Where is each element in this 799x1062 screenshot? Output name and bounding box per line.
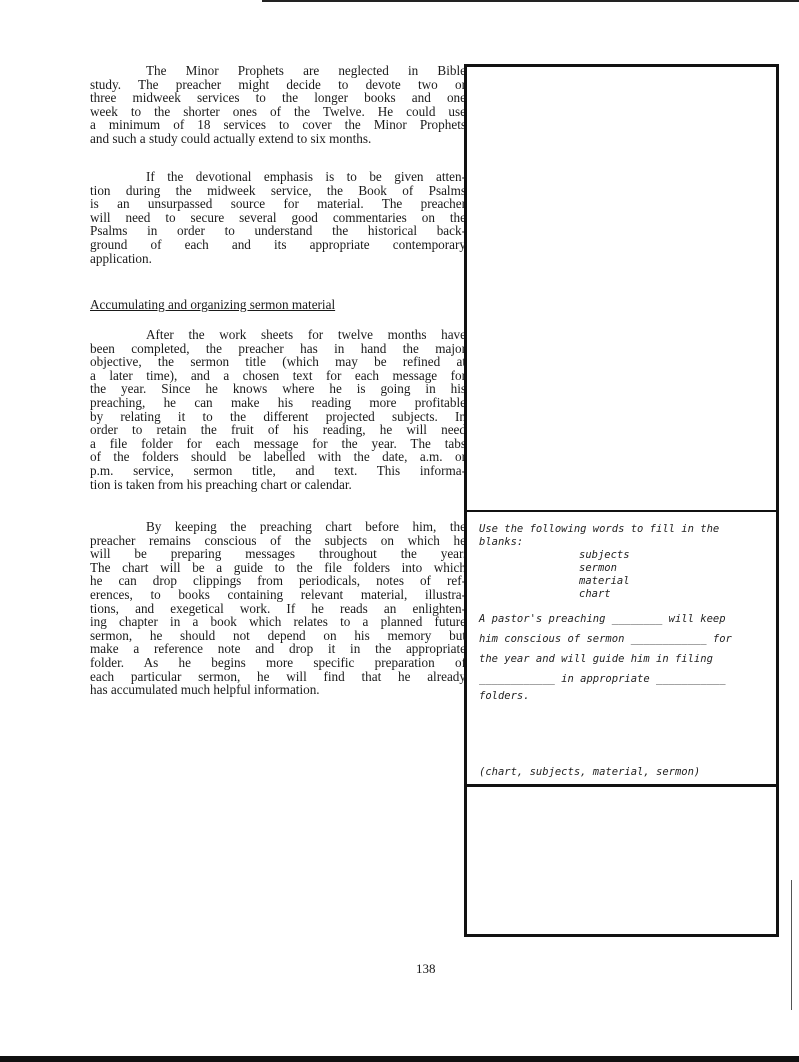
- text-line: ing chapter in a book which relates to a planned future: [90, 614, 466, 630]
- fill-in-sentence-line: folders.: [479, 690, 530, 702]
- text-line: is an unsurpassed source for material. The preacher: [90, 196, 466, 212]
- text-line: The Minor Prophets are neglected in Bible: [146, 63, 466, 78]
- text-line: preaching, he can make his reading more profitable: [90, 394, 466, 410]
- text-line: erences, to books containing relevant material, illustra-: [90, 586, 466, 602]
- text-line: tion is taken from his preaching chart or calendar.: [90, 476, 352, 492]
- section-heading: Accumulating and organizing sermon material: [90, 297, 336, 312]
- text-line: Psalms in order to understand the historical back-: [90, 223, 466, 239]
- text-line: objective, the sermon title (which may be refined at: [90, 354, 466, 370]
- text-line: The chart will be a guide to the file folders into which: [90, 559, 466, 575]
- word-bank-item: sermon: [579, 562, 617, 574]
- text-line: tions, and exegetical work. If he reads an enlighten-: [90, 600, 466, 616]
- text-line: a later time), and a chosen text for each message for: [90, 367, 466, 383]
- exercise-answer: (chart, subjects, material, sermon): [479, 766, 701, 778]
- text-line: will be preparing messages throughout the year.: [90, 546, 466, 562]
- text-line: and such a study could actually extend to six months.: [90, 130, 372, 146]
- text-line: sermon, he should not depend on his memory but: [90, 627, 466, 643]
- word-bank-item: chart: [579, 588, 611, 600]
- page-number: 138: [416, 961, 436, 976]
- exercise-instruction-cont: blanks:: [479, 536, 524, 548]
- paragraph-preaching-chart: [90, 520, 466, 697]
- word-bank-item: subjects: [579, 549, 630, 561]
- box-divider-top: [467, 510, 776, 512]
- paragraph-minor-prophets: [90, 64, 466, 146]
- text-line: make a reference note and drop it in the appropriate: [90, 641, 466, 657]
- word-bank-item: material: [579, 575, 630, 587]
- paragraph-psalms: [90, 170, 466, 265]
- fill-in-sentence-line: him conscious of sermon ____________ for: [479, 633, 732, 645]
- text-line: folder. As he begins more specific preparation of: [90, 654, 466, 670]
- text-line: ground of each and its appropriate contemporary: [90, 236, 466, 252]
- fill-in-sentence-line: the year and will guide him in filing: [479, 653, 713, 665]
- text-line: of the folders should be labelled with the date, a.m. or: [90, 449, 466, 465]
- text-line: has accumulated much helpful information.: [90, 682, 320, 698]
- text-line: a minimum of 18 services to cover the Minor Prophets: [90, 117, 466, 133]
- text-line: study. The preacher might decide to devote two or: [90, 76, 466, 92]
- text-line: If the devotional emphasis is to be given atten-: [146, 169, 466, 184]
- text-line: preacher remains conscious of the subjects on which he: [90, 532, 466, 548]
- text-line: will need to secure several good commentaries on the: [90, 209, 466, 225]
- text-line: each particular sermon, he will find that he already: [90, 668, 466, 684]
- text-line: p.m. service, sermon title, and text. This informa-: [90, 462, 466, 478]
- text-line: been completed, the preacher has in hand the major: [90, 340, 466, 356]
- text-line: tion during the midweek service, the Book of Psalms: [90, 182, 466, 198]
- text-line: by relating it to the different projected subjects. In: [90, 408, 466, 424]
- text-line: application.: [90, 250, 152, 266]
- box-divider-bottom: [467, 784, 776, 787]
- top-rule: [262, 0, 799, 2]
- text-line: a file folder for each message for the year. The tabs: [90, 435, 466, 451]
- fill-in-sentence-line: A pastor's preaching ________ will keep: [479, 613, 726, 625]
- exercise-box: [464, 64, 779, 937]
- text-line: three midweek services to the longer books and one: [90, 90, 466, 106]
- text-line: order to retain the fruit of his reading, he will need: [90, 422, 466, 438]
- text-line: By keeping the preaching chart before him, the: [146, 519, 466, 534]
- text-line: After the work sheets for twelve months have: [146, 327, 466, 342]
- text-line: he can drop clippings from periodicals, notes of ref-: [90, 573, 466, 589]
- paragraph-work-sheets: [90, 328, 466, 491]
- text-line: week to the shorter ones of the Twelve. He could use: [90, 103, 466, 119]
- text-line: the year. Since he knows where he is going in his: [90, 381, 466, 397]
- bottom-rule: [0, 1056, 799, 1062]
- exercise-instruction: Use the following words to fill in the: [479, 523, 720, 535]
- fill-in-sentence-line: ____________ in appropriate ___________: [479, 673, 726, 685]
- scan-edge: [791, 880, 792, 1010]
